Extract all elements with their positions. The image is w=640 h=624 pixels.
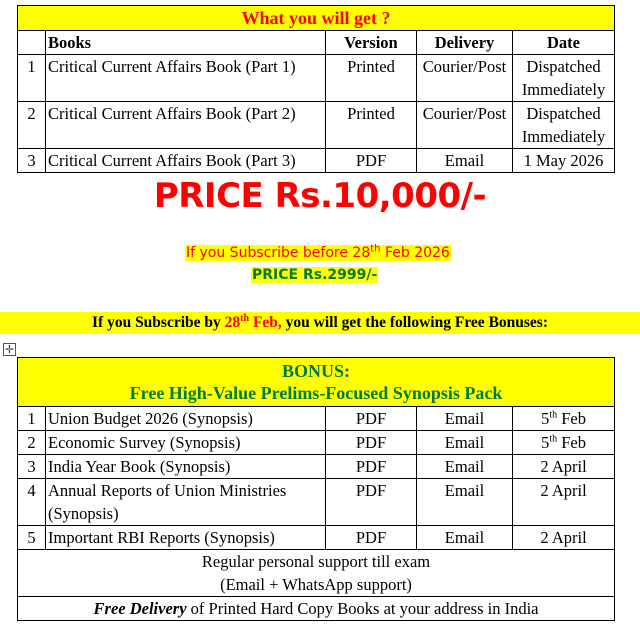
row-format: PDF: [326, 479, 417, 526]
bonus-header-cell: [18, 358, 615, 407]
header-version: Version: [326, 31, 417, 55]
row-format: PDF: [326, 526, 417, 550]
free-delivery-label: Free Delivery: [93, 599, 187, 618]
row-date: Dispatched Immediately: [513, 55, 615, 102]
delivery-text: of Printed Hard Copy Books at your address in India: [186, 599, 539, 618]
row-name: Union Budget 2026 (Synopsis): [46, 407, 326, 431]
row-num: 5: [18, 526, 46, 550]
row-num: 1: [18, 55, 46, 102]
delivery-cell: [18, 597, 615, 621]
row-book: Critical Current Affairs Book (Part 1): [46, 55, 326, 102]
header-delivery: Delivery: [417, 31, 513, 55]
row-date: 1 May 2026: [513, 149, 615, 173]
bonus-title: BONUS:: [282, 361, 351, 381]
bonus-bar-date-main: 28: [224, 314, 241, 331]
table-row: [18, 149, 615, 173]
table-row: [18, 407, 615, 431]
row-num: 2: [18, 431, 46, 455]
row-book: Critical Current Affairs Book (Part 3): [46, 149, 326, 173]
support-line-2: (Email + WhatsApp support): [220, 575, 412, 594]
row-delivery: Email: [417, 479, 513, 526]
date-main: 5: [541, 409, 550, 428]
row-date: Dispatched Immediately: [513, 102, 615, 149]
row-format: PDF: [326, 455, 417, 479]
row-delivery: Email: [417, 455, 513, 479]
bonus-subtitle: Free High-Value Prelims-Focused Synopsis Pack: [129, 383, 503, 403]
support-row: [18, 550, 615, 597]
row-date: [513, 407, 615, 431]
row-delivery: Email: [417, 526, 513, 550]
header-books: Books: [46, 31, 326, 55]
row-delivery: Email: [417, 407, 513, 431]
move-handle-icon[interactable]: ✛: [4, 343, 15, 356]
row-format: PDF: [326, 431, 417, 455]
date-main: 5: [541, 433, 550, 452]
row-date: [513, 431, 615, 455]
row-name: India Year Book (Synopsis): [46, 455, 326, 479]
bonus-header-row: [18, 358, 615, 407]
table-row: [18, 431, 615, 455]
main-price: PRICE Rs.10,000/-: [153, 176, 487, 216]
bonus-bar-prefix: If you Subscribe by: [92, 314, 225, 331]
date-rest: Feb: [557, 433, 586, 452]
row-num: 4: [18, 479, 46, 526]
row-delivery: Courier/Post: [417, 55, 513, 102]
bonus-announcement: [0, 312, 640, 334]
header-date: Date: [513, 31, 615, 55]
row-delivery: Courier/Post: [417, 102, 513, 149]
bonus-bar-date-after: Feb,: [249, 314, 282, 331]
row-format: PDF: [326, 407, 417, 431]
row-version: Printed: [326, 102, 417, 149]
row-name: Annual Reports of Union Ministries (Synopsis): [46, 479, 326, 526]
delivery-row: [18, 597, 615, 621]
row-date: 2 April: [513, 526, 615, 550]
offer-condition: [185, 245, 451, 261]
row-name: Important RBI Reports (Synopsis): [46, 526, 326, 550]
row-delivery: Email: [417, 149, 513, 173]
row-version: Printed: [326, 55, 417, 102]
table-row: [18, 479, 615, 526]
bonus-bar-suffix: you will get the following Free Bonuses:: [281, 314, 548, 331]
table-row: [18, 102, 615, 149]
row-name: Economic Survey (Synopsis): [46, 431, 326, 455]
row-num: 2: [18, 102, 46, 149]
row-book: Critical Current Affairs Book (Part 2): [46, 102, 326, 149]
bonus-bar-date-sup: th: [240, 312, 250, 324]
header-num: [18, 31, 46, 55]
offer-sup: th: [370, 243, 381, 255]
what-you-get-table: [17, 5, 615, 173]
row-date: 2 April: [513, 455, 615, 479]
date-rest: Feb: [557, 409, 586, 428]
row-num: 1: [18, 407, 46, 431]
row-delivery: Email: [417, 431, 513, 455]
bonus-table: [17, 357, 615, 621]
row-num: 3: [18, 455, 46, 479]
row-num: 3: [18, 149, 46, 173]
date-sup: th: [549, 409, 558, 421]
row-version: PDF: [326, 149, 417, 173]
table-header-row: [18, 31, 615, 55]
offer-suffix: Feb 2026: [380, 245, 450, 261]
section-title: What you will get ?: [18, 6, 615, 31]
bonus-bar-date: [225, 314, 282, 331]
date-sup: th: [549, 433, 558, 445]
support-cell: [18, 550, 615, 597]
offer-price: PRICE Rs.2999/-: [252, 267, 378, 283]
table-row: [18, 55, 615, 102]
table-title-row: [18, 6, 615, 31]
row-date: 2 April: [513, 479, 615, 526]
table-row: [18, 526, 615, 550]
table-row: [18, 455, 615, 479]
support-line-1: Regular personal support till exam: [201, 552, 431, 571]
offer-prefix: If you Subscribe before 28: [186, 245, 371, 261]
